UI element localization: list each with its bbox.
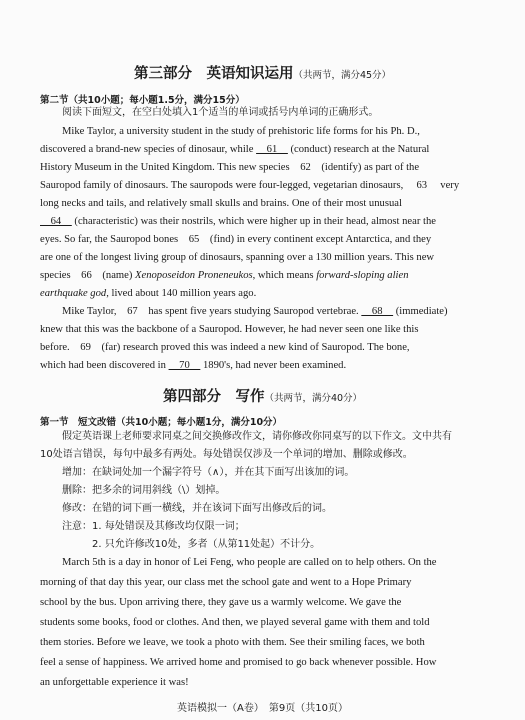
passage-italic: forward-sloping alien	[316, 270, 409, 281]
passage-text: (characteristic) was their nostrils, which were higher up in their head, almost near the	[71, 216, 436, 227]
instruction-line: 修改：在错的词下画一横线，并在该词下面写出修改后的词。	[62, 503, 332, 514]
passage-text: (conduct) research at the Natural	[287, 144, 430, 155]
part3-title-text: 第三部分 英语知识运用	[133, 66, 294, 82]
part3-instruction: 阅读下面短文，在空白处填入1个适当的单词或括号内单词的正确形式。	[62, 107, 379, 118]
passage-text: Mike Taylor, 67 has spent five years studying Sauropod vertebrae.	[62, 306, 362, 317]
instruction-line: 增加：在缺词处加一个漏字符号（∧），并在其下面写出该加的词。	[62, 467, 355, 478]
blank-68: 68	[361, 306, 394, 317]
essay-line: feel a sense of happiness. We arrived home and promised to go back whenever possible. How	[40, 657, 437, 668]
part4-title	[0, 385, 525, 406]
page-footer: 英语模拟一（A卷） 第9页（共10页）	[177, 703, 348, 714]
passage-text: 1890's, had never been examined.	[200, 360, 347, 371]
passage-line: knew that this was the backbone of a Sauropod. However, he had never seen one like this	[40, 324, 419, 335]
essay-line: March 5th is a day in honor of Lei Feng, who people are called on to help others. On the	[62, 557, 437, 568]
passage-italic: earthquake god	[40, 288, 107, 299]
passage-line: are one of the longest living group of dinosaurs, spanning over a 130 million years. This new	[40, 252, 435, 263]
part4-subtitle: （共两节，满分40分）	[264, 393, 363, 404]
passage-line: History Museum in the United Kingdom. This new species 62 (identify) as part of the	[40, 162, 420, 173]
instruction-line: 假定英语课上老师要求同桌之间交换修改作文，请你修改你同桌写的以下作文。文中共有	[62, 431, 452, 442]
passage-line: Mike Taylor, a university student in the study of prehistoric life forms for his Ph. D.,	[62, 126, 420, 137]
passage-text: , which means	[252, 270, 317, 281]
instruction-line: 10处语言错误，每句中最多有两处。每处错误仅涉及一个单词的增加、删除或修改。	[40, 449, 413, 460]
part3-subtitle: （共两节，满分45分）	[293, 70, 392, 81]
passage-line	[40, 267, 500, 286]
part3-title	[0, 62, 525, 83]
passage-text: , lived about 140 million years ago.	[106, 288, 257, 299]
essay-line: students some books, food or clothes. And then, we played several game with them and told	[40, 617, 430, 628]
passage-text: (immediate)	[393, 306, 448, 317]
passage-line: eyes. So far, the Sauropod bones 65 (find) in every continent except Antarctica, and they	[40, 234, 432, 245]
passage-line: Sauropod family of dinosaurs. The sauropods were four-legged, vegetarian dinosaurs, 63 very	[40, 180, 460, 191]
passage-line: long necks and tails, and relatively small skulls and brains. One of their most unusual	[40, 198, 402, 209]
essay-line: them stories. Before we leave, we took a photo with them. See their smiling faces, we both	[40, 637, 425, 648]
essay-line: an unforgettable experience it was!	[40, 677, 189, 688]
passage-line	[40, 213, 500, 232]
passage-line	[40, 141, 500, 160]
passage-line	[40, 357, 500, 376]
part4-title-text: 第四部分 写作	[162, 389, 265, 405]
passage-line: before. 69 (far) research proved this was indeed a new kind of Sauropod. The bone,	[40, 342, 410, 353]
blank-70: 70	[168, 360, 201, 371]
blank-64: 64	[40, 216, 72, 227]
part3-section2-heading: 第二节（共10小题；每小题1.5分，满分15分）	[40, 95, 245, 106]
passage-line	[40, 285, 500, 304]
instruction-line: 注意：1. 每处错误及其修改均仅限一词；	[62, 521, 245, 532]
passage-text: discovered a brand-new species of dinosaur, while	[40, 144, 257, 155]
instruction-line: 删除：把多余的词用斜线（\）划掉。	[62, 485, 226, 496]
passage-italic: Xenoposeidon Proneneukos	[135, 270, 253, 281]
passage-text: species 66 (name)	[40, 270, 136, 281]
passage-line	[62, 303, 522, 322]
instruction-line: 2. 只允许修改10处，多者（从第11处起）不计分。	[92, 539, 321, 550]
essay-line: morning of that day this year, our class met the school gate and went to a Hope Primary	[40, 577, 412, 588]
blank-61: 61	[256, 144, 288, 155]
essay-line: school by the bus. Upon arriving there, they gave us a warmly welcome. We gave the	[40, 597, 402, 608]
part4-section1-heading: 第一节 短文改错（共10小题；每小题1分，满分10分）	[40, 417, 283, 428]
passage-text: which had been discovered in	[40, 360, 169, 371]
